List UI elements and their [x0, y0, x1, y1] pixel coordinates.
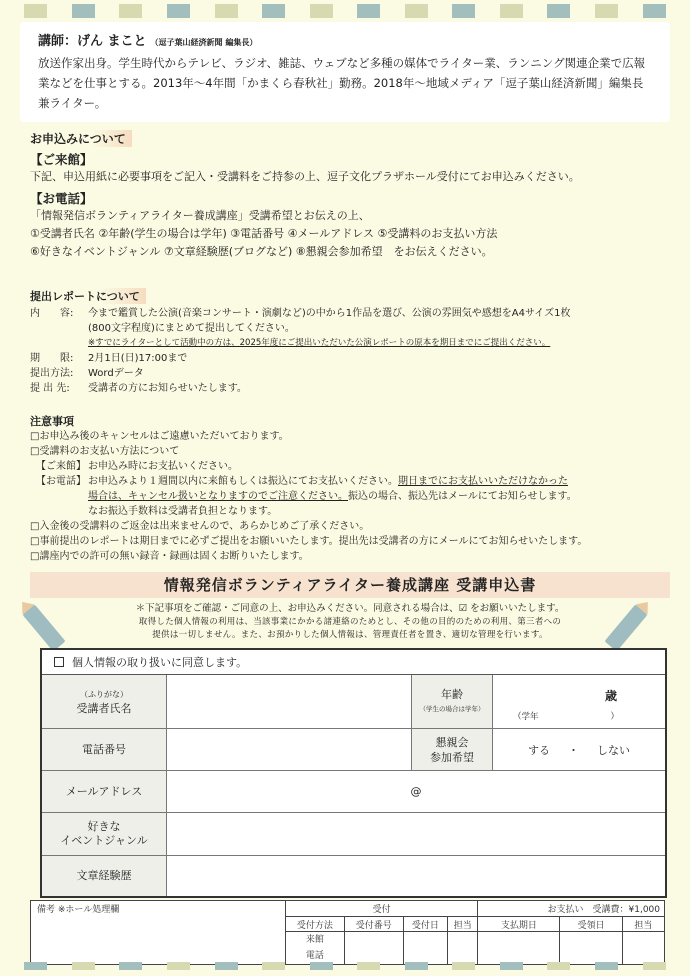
- experience-label: 文章経験歴: [42, 856, 167, 896]
- email-field[interactable]: @: [410, 785, 422, 798]
- visit-label: 【ご来館】: [30, 152, 93, 167]
- payment-header: お支払い 受講費：¥1,000: [478, 901, 665, 917]
- cell-received-date[interactable]: [560, 932, 622, 965]
- remarks-field[interactable]: [31, 917, 286, 965]
- visit-text: 下記、申込用紙に必要事項をご記入・受講料をご持参の上、逗子文化プラザホール受付にてお申込みください。: [30, 170, 580, 183]
- report-deadline: 期 限: 2月1日(日)17:00まで: [30, 353, 188, 364]
- note-pay-phone: 【お電話】 お申込みより１週間以内に来館もしくは振込にてお支払いください。期日までにお支払いいただけなかった: [36, 476, 568, 487]
- note-report-due: □事前提出のレポートは期日までに必ずご提出をお願いいたします。提出先は受講者の方にメールにてお知らせいたします。: [30, 536, 588, 547]
- agree-checkbox[interactable]: [54, 657, 64, 667]
- consent-line-3: 提供は一切しません。また、お預かりした個人情報は、管理責任者を置き、適切な管理を行います。: [152, 630, 548, 640]
- row-name-age: [42, 675, 665, 729]
- phone-intro: 「情報発信ボランティアライター養成講座」受講希望とお伝えの上、: [30, 209, 370, 222]
- note-payment-intro: □受講料のお支払い方法について: [30, 446, 180, 457]
- form-title: 情報発信ボランティアライター養成講座 受講申込書: [30, 572, 670, 598]
- application-section: [30, 128, 670, 261]
- phone-items-1: ①受講者氏名 ②年齢(学生の場合は学年) ③電話番号 ④メールアドレス ⑤受講料のお支払い方法: [30, 227, 498, 240]
- report-method: 提出方法: Wordデータ: [30, 368, 144, 379]
- instructor-affiliation: （逗子葉山経済新聞 編集長）: [150, 38, 258, 47]
- notes-heading: 注意事項: [30, 415, 74, 428]
- reception-header: 受付: [286, 901, 478, 917]
- application-heading: お申込みについて: [30, 130, 132, 147]
- decorative-border-top: [0, 4, 690, 18]
- party-no-option[interactable]: しない: [597, 743, 630, 757]
- report-content-2: (800文字程度)にまとめて提出してください。: [88, 323, 295, 334]
- report-section: [30, 285, 670, 396]
- col-reception-date: 受付日: [403, 917, 448, 932]
- phone-label: 【お電話】: [30, 191, 93, 206]
- col-received-date: 受領日: [560, 917, 622, 932]
- application-form: [40, 648, 667, 898]
- note-recording: □講座内での許可の無い録音・録画は固くお断りいたします。: [30, 551, 309, 562]
- method-options: 来館 電話: [286, 932, 345, 965]
- party-field: する ・ しない: [528, 743, 630, 757]
- party-label: 懇親会 参加希望: [411, 729, 493, 770]
- genre-field[interactable]: [167, 813, 665, 855]
- consent-line-2: 取得した個人情報の利用は、当該事業にかかる諸連絡のためとし、その他の目的のための利用、第三者への: [138, 617, 562, 627]
- note-pay-phone-3: なお振込手数料は受講者負担となります。: [88, 506, 278, 517]
- cell-staff-2[interactable]: [622, 932, 664, 965]
- instructor-name: 講師：げん まこと: [38, 34, 147, 49]
- instructor-profile: [20, 22, 670, 122]
- report-heading: 提出レポートについて: [30, 288, 146, 304]
- row-genre: [42, 813, 665, 856]
- cell-payment-due[interactable]: [478, 932, 560, 965]
- name-label: （ふりがな） 受講者氏名: [42, 675, 167, 728]
- col-reception-number: 受付番号: [344, 917, 403, 932]
- report-content: 内 容: 今まで鑑賞した公演(音楽コンサート・演劇など)の中から1作品を選び、公演の雰囲気や感想をA4サイズ1枚: [30, 308, 571, 319]
- decorative-border-bottom: [0, 962, 690, 970]
- instructor-bio: 放送作家出身。学生時代からテレビ、ラジオ、雑誌、ウェブなど多種の媒体でライター業、ランニング関連企業で広報業などを仕事とする。2013年～4年間「かまくら春秋社」勤務。2018年～地域メディア「逗子葉山経済新聞」編集長兼ライター。: [38, 56, 646, 110]
- col-staff: 担当: [448, 917, 478, 932]
- note-pay-visit: 【ご来館】 お申込み時にお支払いください。: [36, 461, 238, 472]
- notes-section: [30, 410, 670, 564]
- row-phone-party: [42, 729, 665, 771]
- genre-label: 好きな イベントジャンル: [42, 813, 167, 855]
- age-field[interactable]: 歳 （学年 ）: [513, 689, 619, 722]
- note-pay-phone-2: 場合は、キャンセル扱いとなりますのでご注意ください。振込の場合、振込先はメールにてお知らせします。: [88, 491, 577, 502]
- consent-note: [80, 602, 620, 642]
- office-use-table: [30, 900, 665, 965]
- email-label: メールアドレス: [42, 771, 167, 812]
- col-method: 受付方法: [286, 917, 345, 932]
- cell-reception-number[interactable]: [344, 932, 403, 965]
- agree-label: 個人情報の取り扱いに同意します。: [72, 656, 248, 669]
- instructor-title: [38, 30, 652, 49]
- cell-staff[interactable]: [448, 932, 478, 965]
- row-email: [42, 771, 665, 813]
- consent-line-1: ＊下記事項をご確認・ご同意の上、お申込みください。同意される場合は、☑ をお願いいたします。: [135, 603, 565, 614]
- party-yes-option[interactable]: する: [528, 743, 550, 757]
- phone-field[interactable]: [167, 729, 411, 770]
- agree-row: [42, 650, 665, 675]
- phone-items-2: ⑥好きなイベントジャンル ⑦文章経験歴(ブログなど) ⑧懇親会参加希望 をお伝えください。: [30, 245, 493, 258]
- cell-reception-date[interactable]: [403, 932, 448, 965]
- age-label: 年齢 （学生の場合は学年）: [411, 675, 493, 728]
- col-staff-2: 担当: [622, 917, 664, 932]
- report-destination: 提 出 先: 受講者の方にお知らせいたします。: [30, 383, 247, 394]
- phone-label: 電話番号: [42, 729, 167, 770]
- col-payment-due: 支払期日: [478, 917, 560, 932]
- note-refund: □入金後の受講料のご返金は出来ませんので、あらかじめご了承ください。: [30, 521, 370, 532]
- report-note: ※すでにライターとして活動中の方は、2025年度にご提出いただいた公演レポートの原本を期日までにご提出ください。: [88, 338, 551, 348]
- row-experience: [42, 856, 665, 896]
- pencil-icon: [22, 604, 65, 651]
- remarks-label: 備考 ※ホール処理欄: [31, 901, 286, 917]
- experience-field[interactable]: [167, 856, 665, 896]
- note-cancel: □お申込み後のキャンセルはご遠慮いただいております。: [30, 431, 289, 442]
- name-field[interactable]: [167, 675, 411, 728]
